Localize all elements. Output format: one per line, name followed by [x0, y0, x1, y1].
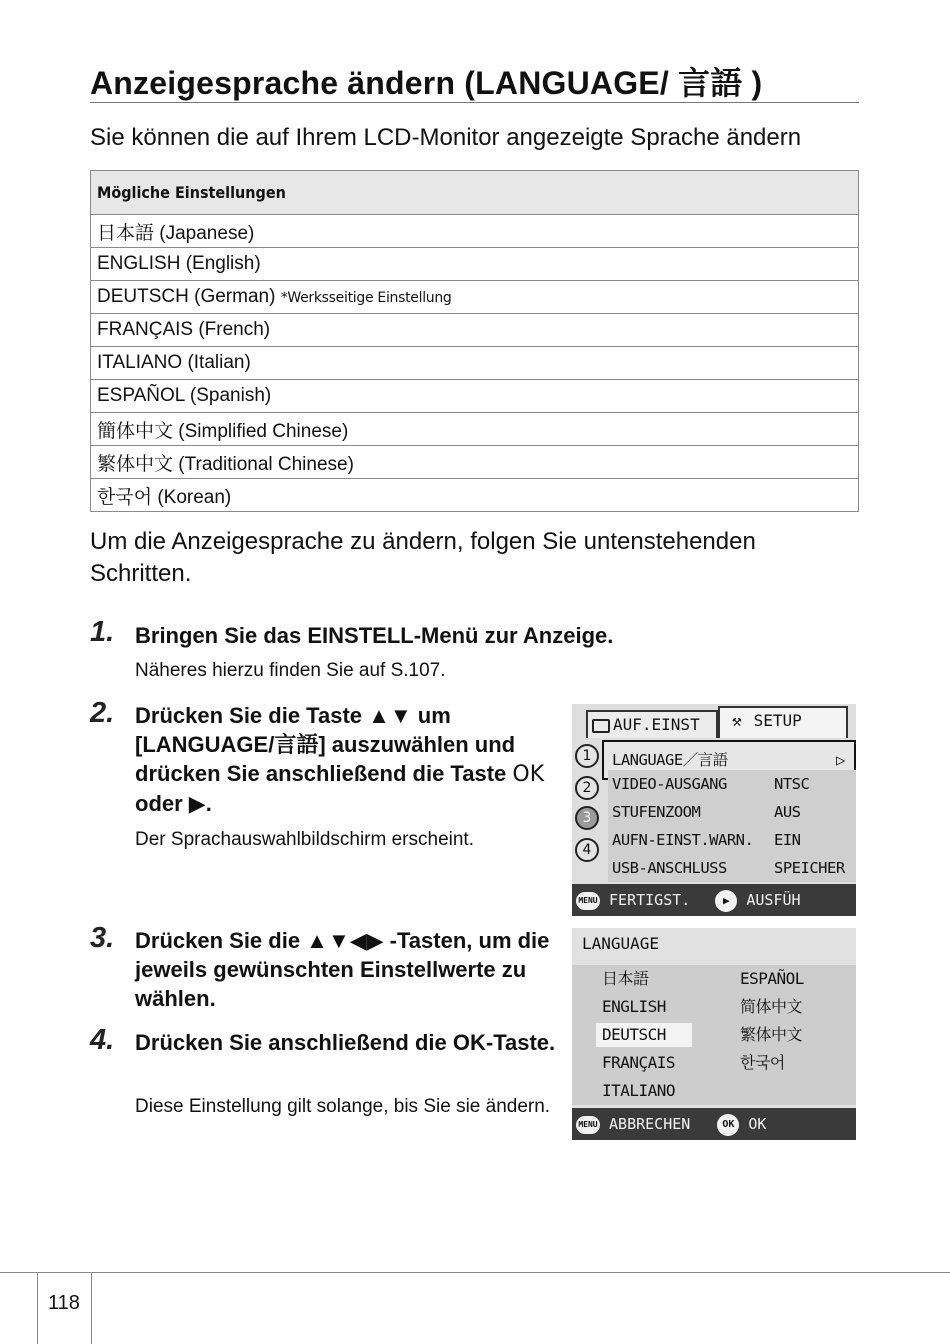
- table-row: [91, 215, 859, 248]
- step-note: Der Sprachauswahlbildschirm erscheint.: [135, 829, 474, 850]
- tab-label: AUF.EINST: [613, 715, 700, 734]
- step-number: 4.: [90, 1024, 115, 1056]
- menu-row-value: AUS: [774, 803, 801, 821]
- table-row: [91, 380, 859, 413]
- page-2-icon: 2: [575, 776, 599, 800]
- table-cell: [91, 215, 859, 248]
- language-option: 한국어: [740, 1053, 785, 1072]
- language-option-row: [572, 1049, 856, 1077]
- language-option: ITALIANO: [602, 1081, 676, 1100]
- table-header-row: [91, 171, 859, 215]
- footer-divider: [37, 1273, 38, 1344]
- language-label: 簡体中文 (Simplified Chinese): [97, 420, 349, 442]
- language-label: ENGLISH (English): [97, 253, 261, 274]
- table-cell: [91, 413, 859, 446]
- table-cell: [91, 314, 859, 347]
- language-option-selected: DEUTSCH: [602, 1025, 666, 1044]
- table-cell: [91, 446, 859, 479]
- menu-row-zoom: [608, 798, 856, 826]
- submenu-arrow-icon: ▷: [836, 751, 845, 769]
- language-label: 한국어 (Korean): [97, 486, 232, 508]
- language-label: ITALIANO (Italian): [97, 352, 251, 373]
- step-note: Näheres hierzu finden Sie auf S.107.: [135, 660, 446, 681]
- factory-default-note: *Werksseitige Einstellung: [280, 290, 452, 306]
- step-number: 1.: [90, 616, 115, 648]
- table-row: [91, 281, 859, 314]
- menu-button-icon: MENU: [576, 892, 600, 910]
- page-4-icon: 4: [575, 838, 599, 862]
- footer-divider: [91, 1273, 92, 1344]
- table-header: Mögliche Einstellungen: [91, 171, 859, 215]
- table-row: [91, 479, 859, 512]
- menu-row-key: STUFENZOOM: [612, 803, 701, 821]
- step-number: 3.: [90, 922, 115, 954]
- language-option: 繁体中文: [740, 1025, 803, 1044]
- table-cell: [91, 281, 859, 314]
- step-note: Diese Einstellung gilt solange, bis Sie sie ändern.: [135, 1096, 551, 1117]
- footer-label: AUSFÜH: [746, 891, 801, 909]
- menu-row-value: NTSC: [774, 775, 810, 793]
- step-heading: [135, 701, 565, 818]
- language-option-row: [572, 1021, 856, 1049]
- table-row: [91, 248, 859, 281]
- camera-icon: [592, 719, 610, 733]
- lead-text: Um die Anzeigesprache zu ändern, folgen Sie untenstehenden Schritten.: [90, 528, 756, 587]
- language-option-row: [572, 993, 856, 1021]
- step-heading: Drücken Sie anschließend die OK-Taste.: [135, 1030, 556, 1055]
- screen2-footer-bar: [572, 1108, 856, 1140]
- page-number: 118: [48, 1292, 80, 1314]
- tab-label: SETUP: [753, 711, 802, 730]
- ok-key-label: OK: [512, 762, 545, 787]
- language-option-row: [572, 1077, 856, 1105]
- footer-label: OK: [748, 1115, 767, 1133]
- menu-row-warn: [608, 826, 856, 854]
- language-label: DEUTSCH (German): [97, 286, 276, 307]
- page-3-icon: 3: [575, 806, 599, 830]
- screen1-footer-bar: [572, 884, 856, 916]
- menu-row-video: [608, 770, 856, 798]
- menu-row-key: AUFN-EINST.WARN.: [612, 831, 754, 849]
- language-option: 简体中文: [740, 997, 803, 1016]
- menu-row-key: USB-ANSCHLUSS: [612, 859, 727, 877]
- language-option: 日本語: [602, 969, 649, 988]
- language-label: FRANÇAIS (French): [97, 319, 271, 340]
- table-cell: [91, 347, 859, 380]
- menu-row-key: VIDEO-AUSGANG: [612, 775, 727, 793]
- page-1-icon: 1: [575, 744, 599, 768]
- step-heading: Bringen Sie das EINSTELL-Menü zur Anzeige.: [135, 623, 614, 648]
- ok-button-icon: OK: [717, 1114, 739, 1136]
- tab-setup: [718, 706, 848, 738]
- language-option: ENGLISH: [602, 997, 666, 1016]
- setup-menu-screenshot: [572, 704, 856, 916]
- step-heading-text: oder ▶.: [135, 791, 212, 816]
- page-title: Anzeigesprache ändern (LANGUAGE/ 言語 ): [90, 65, 763, 101]
- step-number: 2.: [90, 697, 115, 729]
- table-cell: [91, 248, 859, 281]
- title-divider: [90, 102, 859, 103]
- table-row: [91, 446, 859, 479]
- menu-row-value: SPEICHER: [774, 859, 845, 877]
- menu-row-usb: [608, 854, 856, 882]
- language-select-screenshot: [572, 928, 856, 1140]
- language-label: 繁体中文 (Traditional Chinese): [97, 453, 354, 475]
- table-cell: [91, 479, 859, 512]
- table-row: [91, 314, 859, 347]
- language-option-row: [572, 965, 856, 993]
- step-heading: Drücken Sie die ▲▼◀▶ -Tasten, um die jeweils gewünschten Einstellwerte zu wählen.: [135, 928, 550, 1011]
- table-row: [91, 347, 859, 380]
- intro-text: Sie können die auf Ihrem LCD-Monitor angezeigte Sprache ändern: [90, 124, 802, 151]
- screen-heading: LANGUAGE: [582, 934, 660, 953]
- language-option: FRANÇAIS: [602, 1053, 676, 1072]
- table-row: [91, 413, 859, 446]
- menu-row-key: LANGUAGE／言語: [612, 751, 728, 769]
- right-arrow-icon: ▶: [715, 890, 737, 912]
- menu-button-icon: MENU: [576, 1116, 600, 1134]
- language-label: ESPAÑOL (Spanish): [97, 385, 272, 406]
- language-label: 日本語 (Japanese): [97, 222, 255, 244]
- language-settings-table: [90, 170, 859, 512]
- footer-label: FERTIGST.: [609, 891, 691, 909]
- menu-row-value: EIN: [774, 831, 801, 849]
- footer-divider: [0, 1272, 950, 1273]
- language-option: ESPAÑOL: [740, 969, 804, 988]
- tab-auf-einst: [586, 710, 718, 738]
- step-heading-text: Drücken Sie die Taste ▲▼ um [LANGUAGE/言語] auszuwählen und drücken Sie anschließend die Taste: [135, 703, 516, 786]
- table-cell: [91, 380, 859, 413]
- wrench-icon: ⚒: [732, 711, 742, 730]
- footer-label: ABBRECHEN: [609, 1115, 691, 1133]
